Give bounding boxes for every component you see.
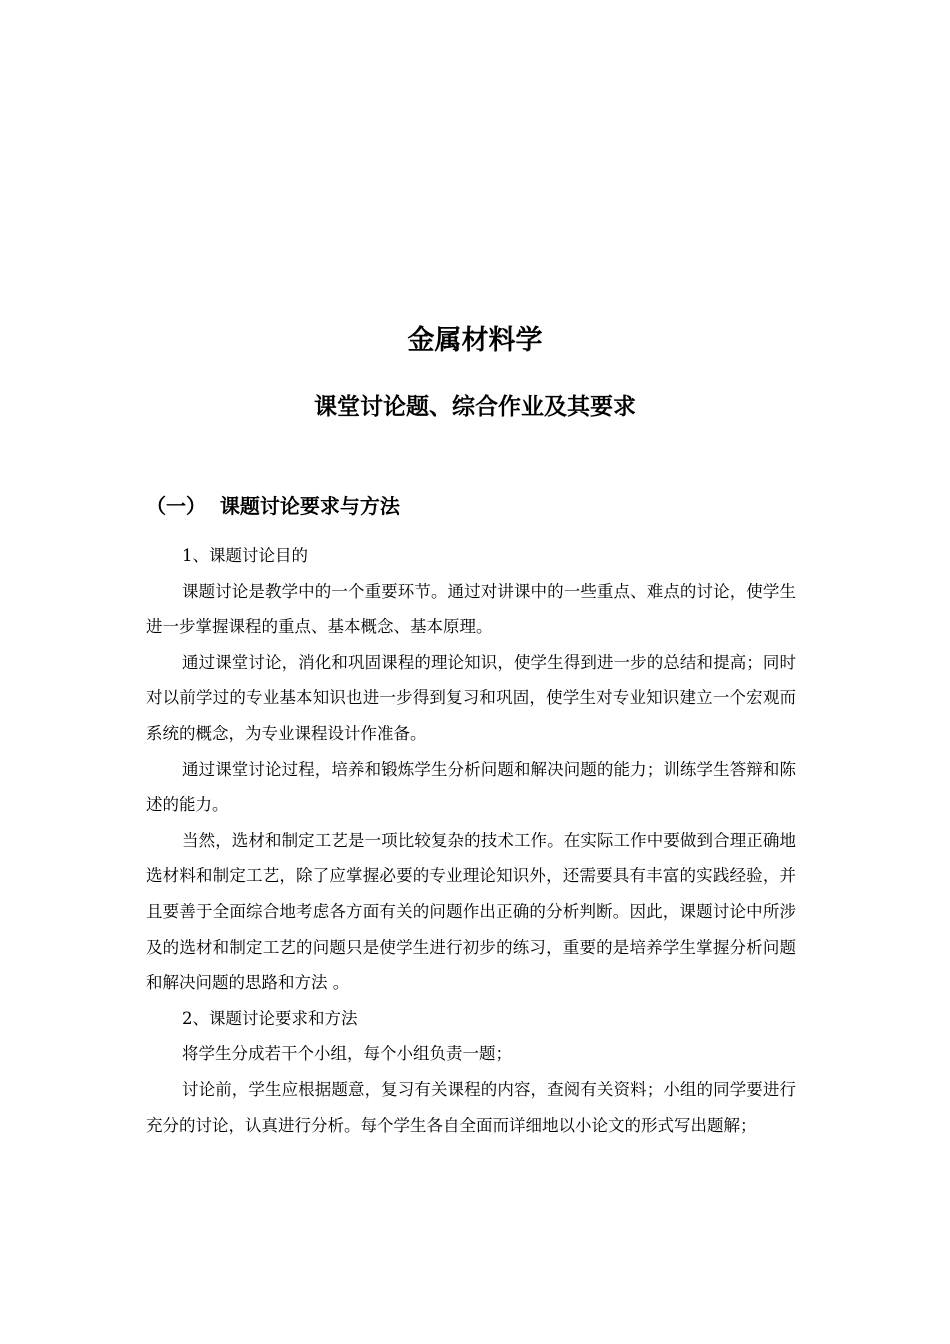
document-subtitle: 课堂讨论题、综合作业及其要求	[314, 394, 636, 420]
paragraph: 通过课堂讨论过程，培养和锻炼学生分析问题和解决问题的能力；训练学生答辩和陈述的能力。	[146, 759, 796, 815]
paragraph: 当然，选材和制定工艺是一项比较复杂的技术工作。在实际工作中要做到合理正确地选材料和制定工艺，除了应掌握必要的专业理论知识外，还需要具有丰富的实践经验，并且要善于全面综合地考虑各方面有关的问题作出正确的分析判断。因此，课题讨论中所涉及的选材和制定工艺的问题只是使学生进行初步的练习，重要的是培养学生掌握分析问题和解决问题的思路和方法 。	[146, 830, 796, 993]
body-text	[146, 538, 796, 1143]
section-heading: （一） 课题讨论要求与方法	[146, 494, 400, 518]
paragraph: 讨论前，学生应根据题意，复习有关课程的内容，查阅有关资料；小组的同学要进行充分的讨论，认真进行分析。每个学生各自全面而详细地以小论文的形式写出题解；	[146, 1079, 796, 1135]
paragraph: 通过课堂讨论，消化和巩固课程的理论知识，使学生得到进一步的总结和提高；同时对以前学过的专业基本知识也进一步得到复习和巩固，使学生对专业知识建立一个宏观而系统的概念，为专业课程设计作准备。	[146, 652, 796, 743]
subheading-purpose: 1、课题讨论目的	[182, 546, 308, 565]
paragraph: 将学生分成若干个小组，每个小组负责一题；	[182, 1044, 512, 1064]
document-title: 金属材料学	[407, 325, 543, 356]
subheading-method: 2、课题讨论要求和方法	[182, 1008, 358, 1028]
paragraph: 课题讨论是教学中的一个重要环节。通过对讲课中的一些重点、难点的讨论，使学生进一步掌握课程的重点、基本概念、基本原理。	[146, 581, 796, 637]
